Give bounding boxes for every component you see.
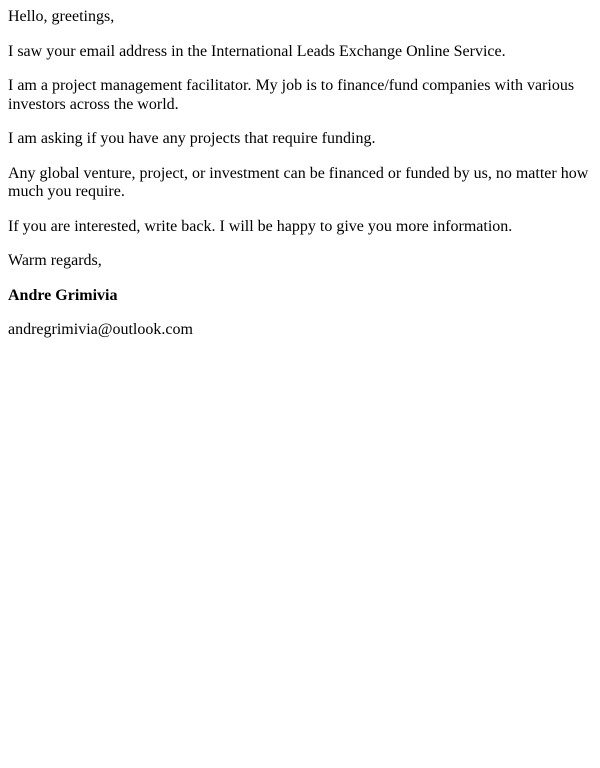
greeting-paragraph: Hello, greetings,	[8, 8, 115, 25]
role-paragraph: I am a project management facilitator. My job is to finance/fund companies with various investors across the world.	[8, 77, 575, 113]
closing-paragraph: Warm regards,	[8, 252, 102, 270]
offer-paragraph: Any global venture, project, or investment can be financed or funded by us, no matter how much you require.	[8, 164, 589, 201]
email-message-body	[0, 0, 600, 340]
request-paragraph: I am asking if you have any projects that require funding.	[8, 130, 376, 148]
intro-paragraph: I saw your email address in the International Leads Exchange Online Service.	[8, 42, 506, 60]
call-to-action-paragraph: If you are interested, write back. I will be happy to give you more information.	[8, 217, 513, 235]
signature-email: andregrimivia@outlook.com	[8, 321, 193, 339]
signature-name: Andre Grimivia	[8, 286, 118, 304]
